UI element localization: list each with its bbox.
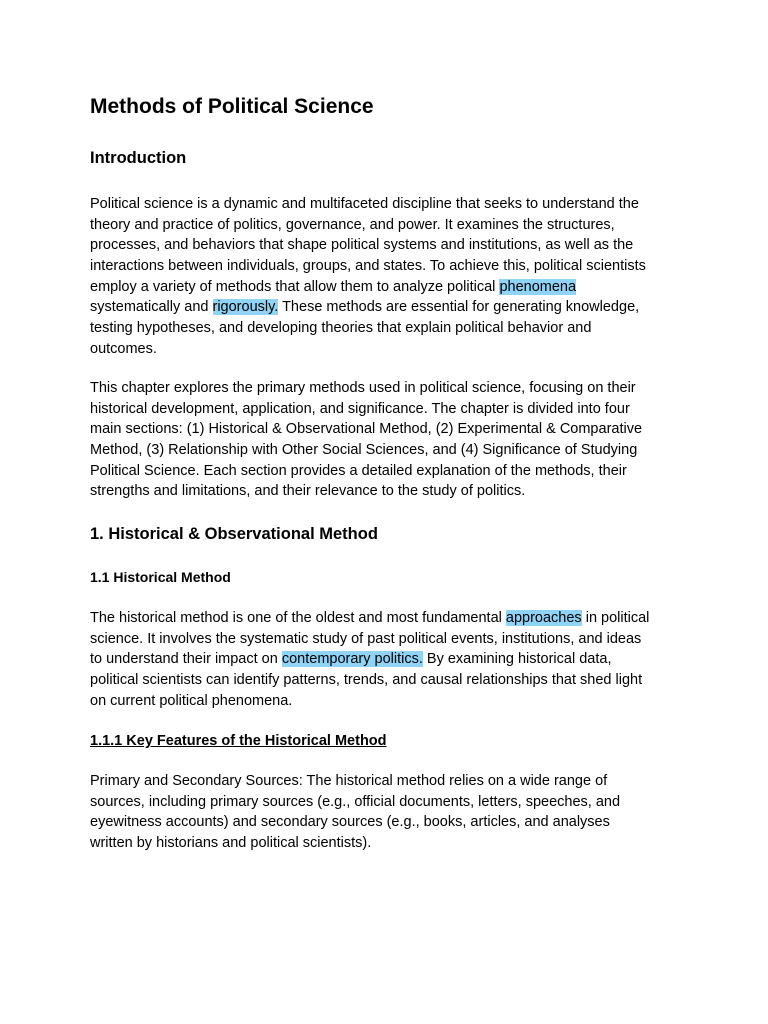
text-line — [90, 378, 690, 399]
text-run: Political Science. Each section provides a detailed explanation of the methods, their — [90, 462, 627, 479]
text-run: employ a variety of methods that allow them to analyze political — [90, 278, 500, 295]
text-line — [90, 194, 690, 215]
intro-paragraph-2 — [90, 378, 690, 502]
text-run: strengths and limitations, and their relevance to the study of politics. — [90, 483, 526, 500]
text-line — [90, 792, 690, 813]
text-run: to understand their impact on — [90, 651, 282, 668]
text-line — [90, 399, 690, 420]
text-line — [90, 318, 690, 339]
historical-method-paragraph — [90, 608, 690, 711]
text-run: These methods are essential for generating knowledge, — [278, 299, 640, 316]
text-line — [90, 419, 690, 440]
text-run: science. It involves the systematic study of past political events, institutions, and ideas — [90, 630, 642, 647]
introduction-heading: Introduction — [90, 149, 187, 167]
text-run: testing hypotheses, and developing theories that explain political behavior and — [90, 320, 592, 337]
text-line — [90, 649, 690, 670]
text-line — [90, 670, 690, 691]
text-run: Primary and Secondary Sources: The historical method relies on a wide range of — [90, 773, 608, 789]
text-run: historical development, application, and significance. The chapter is divided into four — [90, 400, 630, 417]
highlighted-text: phenomena — [499, 278, 577, 295]
text-line — [90, 461, 690, 482]
text-run: eyewitness accounts) and secondary sources (e.g., books, articles, and analyses — [90, 814, 610, 831]
highlighted-text: approaches — [505, 610, 582, 626]
text-line — [90, 277, 690, 298]
text-line — [90, 297, 690, 318]
section-1-heading: 1. Historical & Observational Method — [90, 525, 378, 543]
text-run: This chapter explores the primary methods used in political science, focusing on their — [90, 380, 636, 396]
text-run: systematically and — [90, 299, 213, 316]
text-run: written by historians and political scientists). — [90, 835, 372, 852]
highlighted-text: contemporary politics. — [281, 651, 423, 668]
text-run: theory and practice of politics, governance, and power. It examines the structures, — [90, 216, 615, 233]
document-title: Methods of Political Science — [90, 95, 374, 118]
text-line — [90, 629, 690, 650]
text-run: Method, (3) Relationship with Other Social Sciences, and (4) Significance of Studying — [90, 442, 638, 459]
text-run: Political science is a dynamic and multifaceted discipline that seeks to understand the — [90, 196, 639, 212]
text-run: on current political phenomena. — [90, 692, 293, 709]
text-line — [90, 771, 690, 792]
text-line — [90, 691, 690, 712]
subsection-1-1-1-heading: 1.1.1 Key Features of the Historical Method — [90, 733, 387, 749]
text-run: By examining historical data, — [422, 651, 612, 668]
text-run: in political — [581, 610, 650, 626]
text-line — [90, 235, 690, 256]
text-line — [90, 256, 690, 277]
text-line — [90, 833, 690, 854]
text-line — [90, 481, 690, 502]
text-run: The historical method is one of the oldest and most fundamental — [90, 610, 506, 626]
text-run: political scientists can identify patterns, trends, and causal relationships that shed light — [90, 672, 643, 689]
text-run: outcomes. — [90, 340, 157, 357]
text-line — [90, 215, 690, 236]
text-run: main sections: (1) Historical & Observational Method, (2) Experimental & Comparative — [90, 421, 643, 438]
text-line — [90, 440, 690, 461]
text-run: interactions between individuals, groups, and states. To achieve this, political scientists — [90, 258, 646, 275]
text-line — [90, 339, 690, 360]
intro-paragraph-1 — [90, 194, 690, 360]
text-run: sources, including primary sources (e.g., official documents, letters, speeches, and — [90, 793, 621, 810]
subsection-1-1-heading: 1.1 Historical Method — [90, 569, 231, 585]
text-line — [90, 812, 690, 833]
highlighted-text: rigorously. — [212, 299, 279, 316]
text-run: processes, and behaviors that shape political systems and institutions, as well as the — [90, 237, 634, 254]
key-features-paragraph — [90, 771, 690, 854]
text-line — [90, 608, 690, 629]
